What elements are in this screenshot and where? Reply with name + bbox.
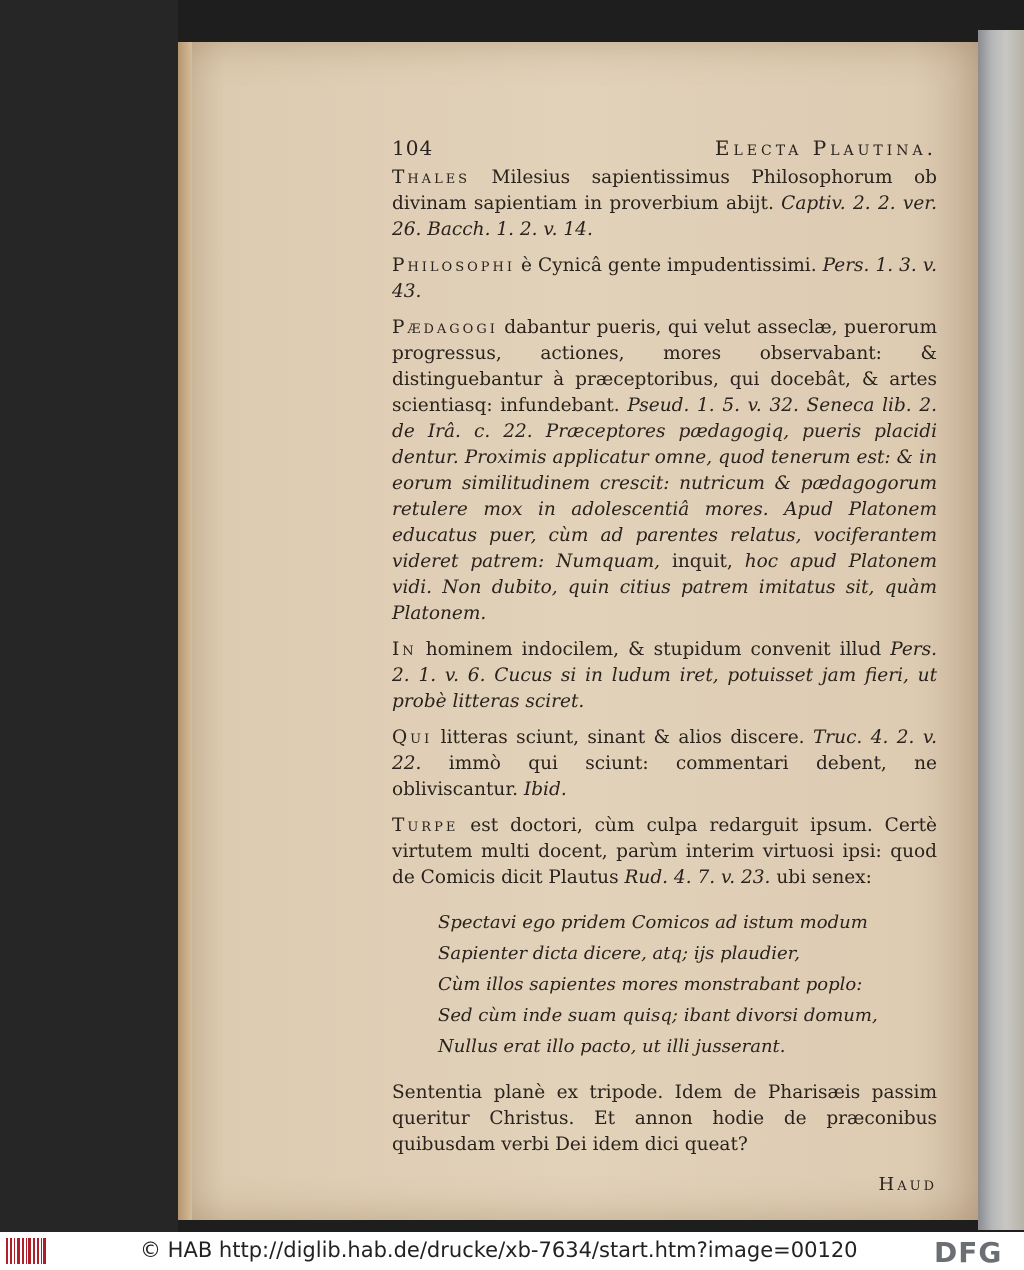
verse-quote	[438, 907, 937, 1062]
entry-thales: Thales Milesius sapientissimus Philosophorum ob divinam sapientiam in proverbium abijt. Captiv. 2. 2. ver. 26. Bacch. 1. 2. v. 14.	[392, 167, 937, 240]
verse-line: Spectavi ego pridem Comicos ad istum modum	[438, 912, 868, 933]
source-citation[interactable]: © HAB http://diglib.hab.de/drucke/xb-7634/start.htm?image=00120	[140, 1238, 858, 1262]
verse-line: Sapienter dicta dicere, atq; ijs plaudier,	[438, 943, 801, 964]
dfg-logo: DFG	[934, 1236, 1003, 1269]
running-title: Electa Plautina.	[714, 136, 937, 160]
book-cover-shadow	[0, 0, 178, 1232]
hab-logo-icon	[6, 1238, 46, 1264]
page-number: 104	[392, 136, 434, 160]
entry-turpe: Turpe est doctori, cùm culpa redarguit ipsum. Certè virtutem multi docent, parùm interim virtuosi ipsi: quod de Comicis dicit Plautus Rud. 4. 7. v. 23. ubi senex:	[392, 815, 937, 888]
page-text	[392, 135, 937, 1198]
adjacent-page-edge	[978, 30, 1024, 1230]
page-fore-edge	[178, 42, 192, 1220]
verse-line: Nullus erat illo pacto, ut illi jusserant.	[438, 1036, 786, 1057]
entry-qui: Qui litteras sciunt, sinant & alios discere. Truc. 4. 2. v. 22. immò qui sciunt: commentari debent, ne obliviscantur. Ibid.	[392, 727, 937, 800]
entry-in-hominem: In hominem indocilem, & stupidum convenit illud Pers. 2. 1. v. 6. Cucus si in ludum iret, potuisset jam fieri, ut probè litteras sciret.	[392, 639, 938, 712]
viewer-footer	[0, 1232, 1024, 1270]
running-header	[392, 135, 937, 161]
closing-paragraph: Sententia planè ex tripode. Idem de Pharisæis passim queritur Christus. Et annon hodie de præconibus quibusdam verbi Dei idem dici queat?	[392, 1082, 937, 1155]
verse-line: Sed cùm inde suam quisq; ibant divorsi domum,	[438, 1005, 878, 1026]
entry-paedagogi: Pædagogi dabantur pueris, qui velut asseclæ, puerorum progressus, actiones, mores observabant: & distinguebantur à præceptoribus, qui docebât, & artes scientiasq: infundebant. Pseud. 1. 5. v. 32. Seneca lib. 2. de Irâ. c. 22. Præceptores pædagogiq, pueris placidi dentur. Proximis applicatur omne, quod tenerum est: & in eorum similitudinem crescit: nutricum & pædagogorum retulere mox in adolescentiâ mores. Apud Platonem educatus puer, cùm ad parentes relatus, vociferantem videret patrem: Numquam, inquit, hoc apud Platonem vidi. Non dubito, quin citius patrem imitatus sit, quàm Platonem.	[392, 317, 938, 624]
catchword: Haud	[878, 1174, 937, 1195]
verse-line: Cùm illos sapientes mores monstrabant poplo:	[438, 974, 863, 995]
entry-philosophi: Philosophi è Cynicâ gente impudentissimi. Pers. 1. 3. v. 43.	[392, 255, 937, 302]
